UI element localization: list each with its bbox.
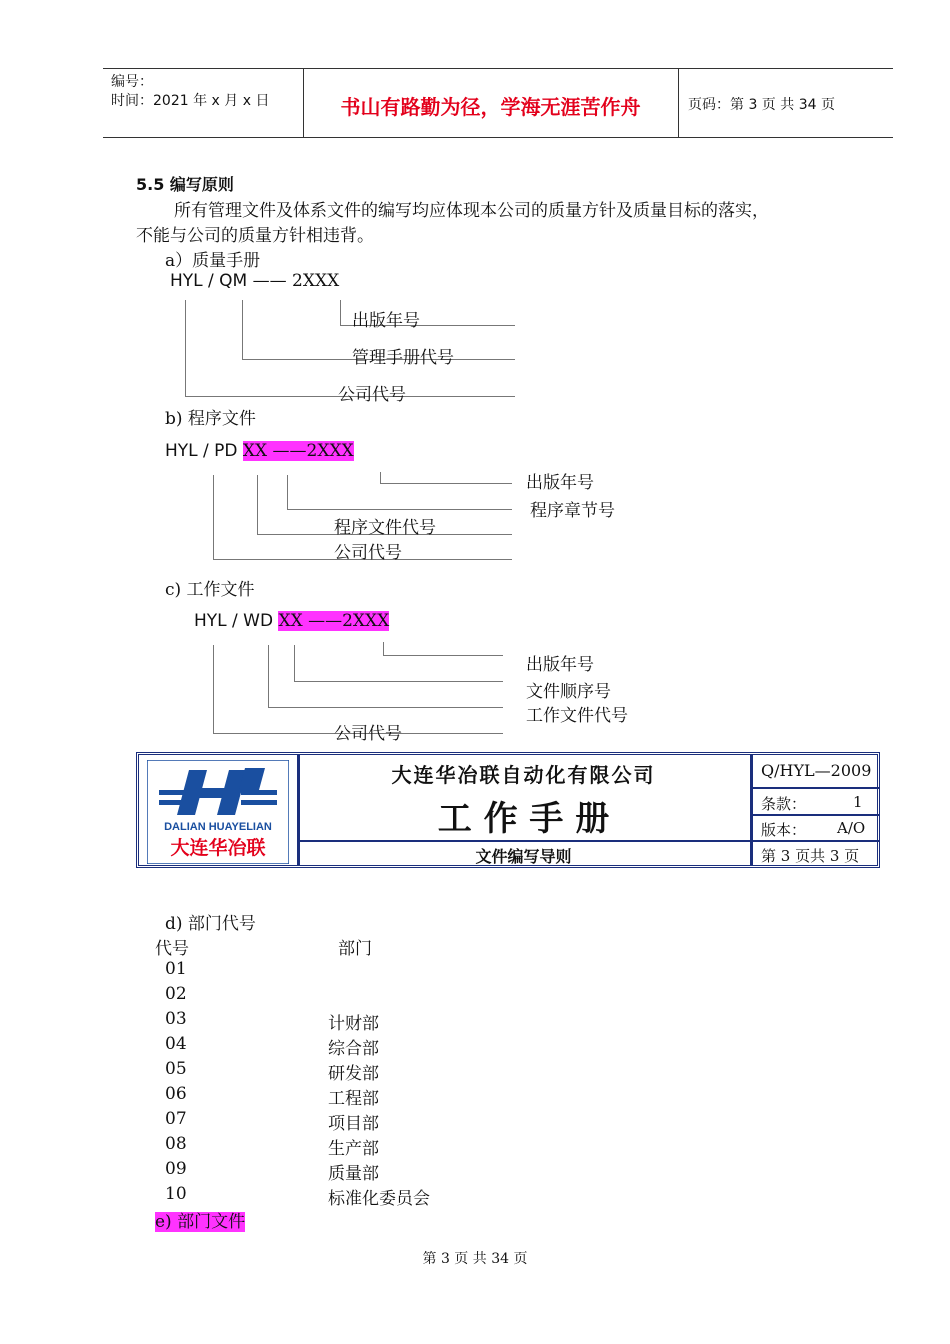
dept-next-heading bbox=[155, 1207, 245, 1232]
section-paragraph: 所有管理文件及体系文件的编写均应体现本公司的质量方针及质量目标的落实， bbox=[174, 201, 769, 221]
pd-bracket-line bbox=[257, 475, 258, 534]
title-block bbox=[136, 752, 880, 868]
version-value: A/O bbox=[837, 819, 866, 837]
pd-label-doc: 程序文件代号 bbox=[334, 518, 436, 538]
dept-row-name: 综合部 bbox=[328, 1039, 379, 1059]
wd-label-year: 出版年号 bbox=[526, 655, 594, 675]
wd-code bbox=[194, 611, 389, 631]
pd-label-chapter: 程序章节号 bbox=[530, 501, 615, 521]
dept-row-code: 08 bbox=[165, 1134, 187, 1154]
qm-code-prefix: HYL / QM bbox=[170, 271, 253, 291]
qm-bracket-line bbox=[242, 300, 243, 360]
pd-label-company: 公司代号 bbox=[334, 543, 402, 563]
doc-code: Q/HYL—2009 bbox=[761, 761, 872, 780]
pd-bracket-line bbox=[380, 483, 512, 484]
header-motto: 书山有路勤为径，学海无涯苦作舟 bbox=[340, 95, 641, 119]
dept-col-code: 代号 bbox=[155, 939, 189, 959]
dept-heading: d) 部门代号 bbox=[165, 914, 256, 934]
pd-bracket-line bbox=[287, 509, 512, 510]
dept-row-name: 计财部 bbox=[328, 1014, 379, 1034]
dept-row-code: 03 bbox=[165, 1009, 187, 1029]
section-paragraph: 不能与公司的质量方针相违背。 bbox=[136, 226, 374, 246]
title-block-divider bbox=[297, 755, 300, 865]
dept-row-code: 01 bbox=[165, 959, 187, 979]
qm-bracket-line bbox=[185, 300, 186, 397]
header-number: 编号： bbox=[111, 74, 153, 90]
qm-code-dash: —— bbox=[252, 271, 287, 291]
wd-bracket-line bbox=[294, 645, 295, 681]
pd-code bbox=[165, 441, 354, 461]
logo-chinese-text: 大连华冶联 bbox=[170, 837, 266, 859]
dept-row-name: 研发部 bbox=[328, 1064, 379, 1084]
page-footer: 第 3 页 共 34 页 bbox=[422, 1251, 528, 1267]
pd-code-highlight: XX —— bbox=[242, 441, 307, 461]
dept-row-name: 工程部 bbox=[328, 1089, 379, 1109]
title-block-divider bbox=[753, 840, 880, 842]
dept-next-heading-text: e) 部门文件 bbox=[155, 1212, 246, 1232]
qm-bracket-line bbox=[340, 300, 341, 325]
dept-row-name: 生产部 bbox=[328, 1139, 379, 1159]
dept-row-code: 09 bbox=[165, 1159, 187, 1179]
pd-bracket-line bbox=[287, 475, 288, 509]
wd-heading: c) 工作文件 bbox=[165, 580, 255, 600]
pd-code-prefix: HYL / PD bbox=[165, 441, 243, 461]
qm-label-manual: 管理手册代号 bbox=[352, 348, 454, 368]
header-page-number: 页码：第 3 页 共 34 页 bbox=[688, 97, 835, 113]
version-label: 版本： bbox=[761, 821, 807, 839]
header-time: 时间：2021 年 x 月 x 日 bbox=[111, 93, 270, 109]
clause-label: 条款： bbox=[761, 795, 807, 813]
dept-row-code: 05 bbox=[165, 1059, 187, 1079]
manual-subtitle: 文件编写导则 bbox=[475, 847, 572, 866]
qm-code-year: 2XXX bbox=[292, 271, 340, 291]
qm-label-year: 出版年号 bbox=[352, 311, 420, 331]
dept-row-code: 04 bbox=[165, 1034, 187, 1054]
wd-code-highlight: XX —— bbox=[278, 611, 343, 631]
wd-bracket-line bbox=[294, 681, 503, 682]
header-meta bbox=[111, 73, 269, 111]
dept-row-code: 06 bbox=[165, 1084, 187, 1104]
wd-code-prefix: HYL / WD bbox=[194, 611, 279, 631]
qm-heading: a）质量手册 bbox=[165, 251, 261, 271]
wd-label-company: 公司代号 bbox=[334, 724, 402, 744]
dept-row-name: 质量部 bbox=[328, 1164, 379, 1184]
title-block-divider bbox=[300, 840, 750, 842]
page-header bbox=[103, 68, 893, 138]
dept-row-code: 10 bbox=[165, 1184, 187, 1204]
qm-code bbox=[170, 271, 339, 291]
logo-english-text: DALIAN HUAYELIAN bbox=[164, 821, 272, 833]
wd-bracket-line bbox=[213, 645, 214, 733]
wd-bracket-line bbox=[383, 642, 384, 655]
section-title: 5.5 编写原则 bbox=[136, 175, 234, 194]
dept-col-name: 部门 bbox=[338, 939, 372, 959]
dept-row-code: 02 bbox=[165, 984, 187, 1004]
wd-label-seq: 文件顺序号 bbox=[526, 682, 611, 702]
stamp-page: 第 3 页共 3 页 bbox=[761, 847, 860, 865]
wd-bracket-line bbox=[268, 645, 269, 707]
wd-label-doc: 工作文件代号 bbox=[526, 706, 628, 726]
dept-row-name: 项目部 bbox=[328, 1114, 379, 1134]
company-name: 大连华冶联自动化有限公司 bbox=[391, 763, 656, 787]
clause-value: 1 bbox=[853, 793, 863, 811]
pd-bracket-line bbox=[213, 475, 214, 559]
manual-title: 工 作 手 册 bbox=[437, 799, 610, 839]
wd-bracket-line bbox=[268, 707, 503, 708]
dept-row-code: 07 bbox=[165, 1109, 187, 1129]
pd-code-year: 2XXX bbox=[306, 441, 354, 461]
header-divider bbox=[678, 69, 679, 137]
logo-mark-icon bbox=[147, 760, 289, 864]
title-block-divider bbox=[753, 814, 880, 816]
company-logo bbox=[147, 760, 289, 864]
wd-code-year: 2XXX bbox=[342, 611, 390, 631]
title-block-divider bbox=[753, 787, 880, 789]
pd-heading: b) 程序文件 bbox=[165, 409, 256, 429]
wd-bracket-line bbox=[383, 655, 503, 656]
title-block-divider bbox=[750, 755, 753, 865]
pd-label-year: 出版年号 bbox=[526, 473, 594, 493]
pd-bracket-line bbox=[380, 472, 381, 483]
qm-label-company: 公司代号 bbox=[338, 385, 406, 405]
dept-row-name: 标准化委员会 bbox=[328, 1189, 430, 1209]
